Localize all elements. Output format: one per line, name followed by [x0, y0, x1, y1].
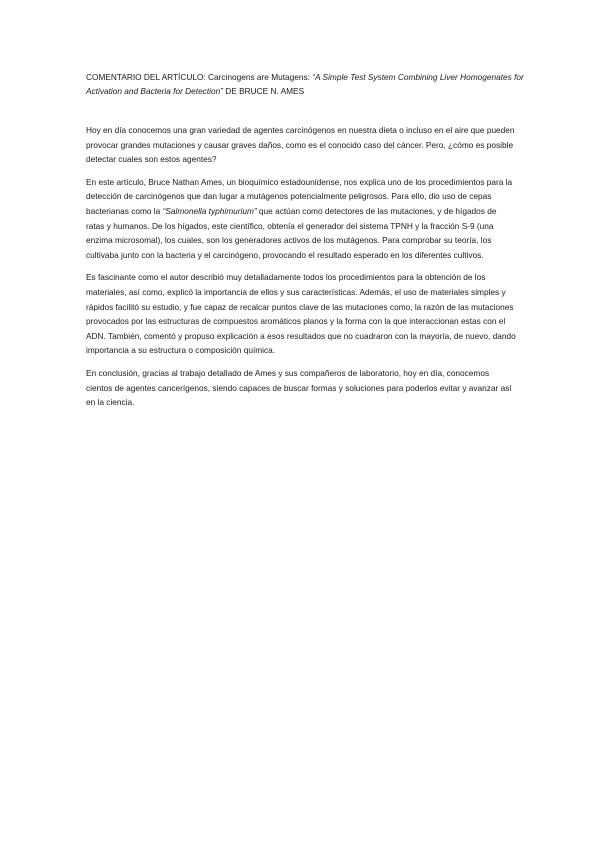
title-suffix: DE BRUCE N. AMES — [222, 86, 305, 96]
paragraph-method — [86, 175, 516, 263]
paragraph-intro: Hoy en día conocemos una gran variedad de agentes carcinógenos en nuestra dieta o incluso en el aire que pueden provocar grandes mutaciones y causar graves daños, como es el conocido caso del cáncer. Pero, ¿cómo es posible detectar cuales son estos agentes? — [86, 125, 515, 165]
title-prefix: COMENTARIO DEL ARTÍCULO: Carcinogens are Mutagens: — [86, 72, 313, 82]
species-name: “Salmonella typhimurium” — [162, 205, 257, 216]
paragraph-method-start: En este artículo, Bruce Nathan Ames, un bioquímico estadounidense, nos explica uno de los procedimientos para la detección de carcinógenos que dan lugar a mutágenos potencialmente peligrosos. Para ello, dio uso de cepas bacterianas como la — [86, 176, 513, 216]
paragraph-method-end: que actúan como detectores de las mutaciones, y de hígados de ratas y humanos. De los hígados, este científico, obtenía el generador del sistema TPNH y la fracción S-9 (una enzima microsomal), los cuales, son los generadores activos de los mutágenos. Para comprobar su teoría, los cultivaba junto con la bacteria y el carcinógeno, provocando el resultado esperado en los diferentes cultivos. — [86, 205, 497, 260]
document-title — [86, 70, 526, 98]
paragraph-conclusion: En conclusión, gracias al trabajo detallado de Ames y sus compañeros de laboratorio, hoy en día, conocemos cientos de agentes cancerígenos, siendo capaces de buscar formas y soluciones para poderlos evitar y avanzar así en la ciencia. — [86, 367, 512, 408]
paragraph-evaluation: Es fascinante como el autor describió muy detalladamente todos los procedimientos para la obtención de los materiales, así como, explicó la importancia de ellos y sus características. Además, el uso de materiales simples y rápidos facilitó su estudio, y fue capaz de recalcar puntos clave de las mutaciones como, la razón de las mutaciones provocados por las estructuras de compuestos aromáticos planos y la forma con la que interaccionan estas con el ADN. También, comentó y propuso explicación a esos resultados que no cuadraron con la mayoría, de nuevo, dando importancia a su estructura o composición química. — [86, 272, 516, 356]
title-article-name: “A Simple Test System Combining Liver Homogenates for Activation and Bacteria for Detection” — [86, 72, 524, 96]
document-body — [86, 123, 516, 418]
